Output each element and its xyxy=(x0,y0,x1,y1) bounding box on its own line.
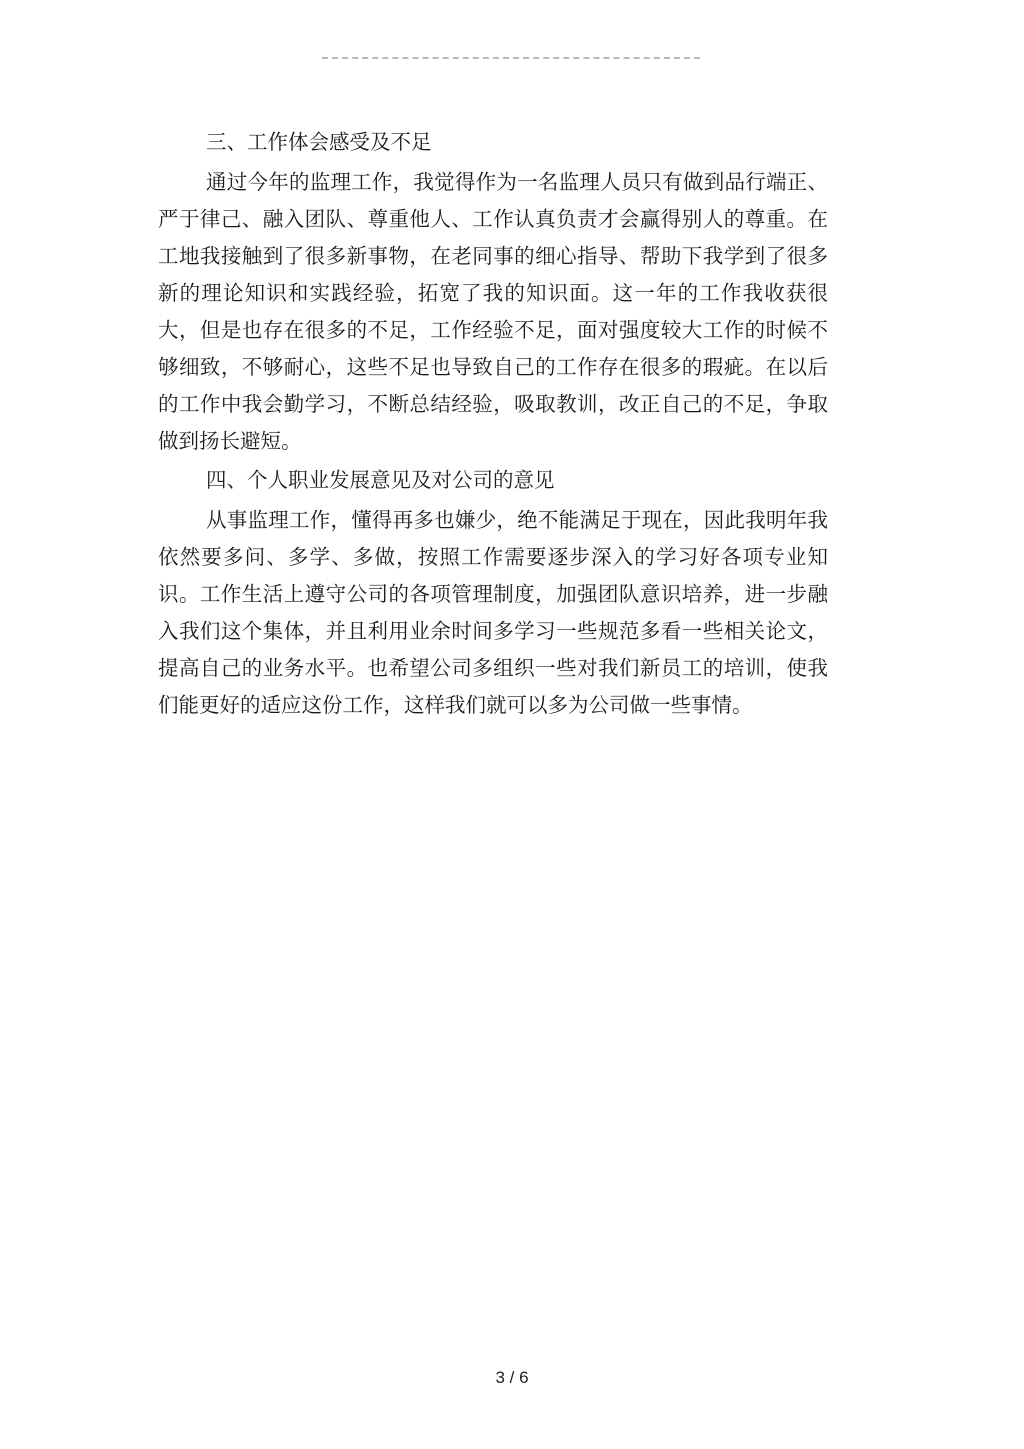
header-divider xyxy=(322,57,700,59)
page-number: 3 / 6 xyxy=(495,1368,529,1387)
section-paragraph-4: 从事监理工作，懂得再多也嫌少，绝不能满足于现在，因此我明年我依然要多问、多学、多做，按照工作需要逐步深入的学习好各项专业知识。工作生活上遵守公司的各项管理制度，加强团队意识培养，进一步融入我们这个集体，并且利用业余时间多学习一些规范多看一些相关论文，提高自己的业务水平。也希望公司多组织一些对我们新员工的培训，使我们能更好的适应这份工作，这样我们就可以多为公司做一些事情。 xyxy=(158,508,828,717)
document-body xyxy=(158,124,828,726)
section-paragraph-3: 通过今年的监理工作，我觉得作为一名监理人员只有做到品行端正、严于律己、融入团队、尊重他人、工作认真负责才会赢得别人的尊重。在工地我接触到了很多新事物，在老同事的细心指导、帮助下我学到了很多新的理论知识和实践经验，拓宽了我的知识面。这一年的工作我收获很大，但是也存在很多的不足，工作经验不足，面对强度较大工作的时候不够细致，不够耐心，这些不足也导致自己的工作存在很多的瑕疵。在以后的工作中我会勤学习，不断总结经验，吸取教训，改正自己的不足，争取做到扬长避短。 xyxy=(158,170,828,453)
section-heading-4: 四、个人职业发展意见及对公司的意见 xyxy=(206,468,555,492)
section-heading-3: 三、工作体会感受及不足 xyxy=(206,130,432,154)
